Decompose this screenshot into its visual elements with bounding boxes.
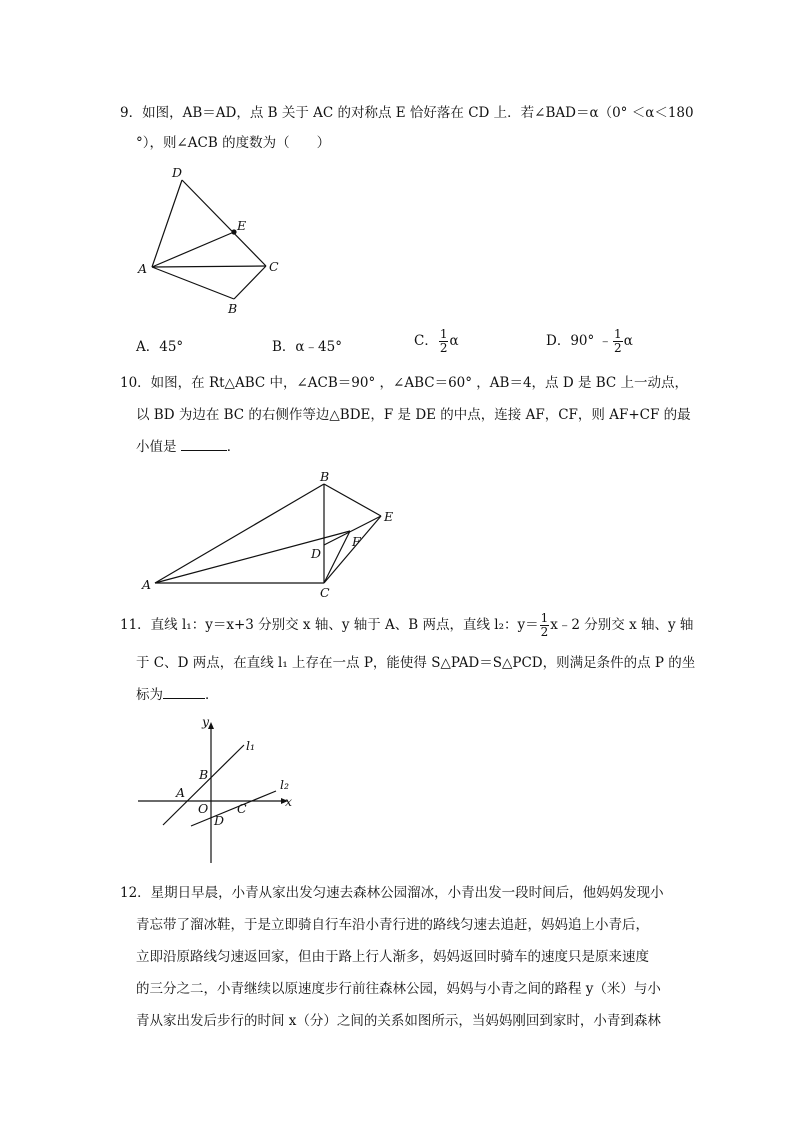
q9-option-c-suffix: α <box>449 333 459 349</box>
q11-label-a: A <box>176 785 186 800</box>
q11-line1-a: 11．直线 l₁：y＝x+3 分别交 x 轴、y 轴于 A、B 两点，直线 l₂：y＝ <box>120 617 539 633</box>
q11-label-b: B <box>199 767 209 782</box>
q11-label-l2: l₂ <box>280 777 290 792</box>
q11-label-y: y <box>202 714 210 729</box>
q10-line3-end: ． <box>226 439 241 455</box>
q9-label-c: C <box>269 259 279 274</box>
q10-label-b: B <box>320 469 330 484</box>
q11-text-line2: 于 C、D 两点，在直线 l₁ 上存在一点 P，能使得 S△PAD＝S△PCD，则满足条件的点 P 的坐 <box>136 655 696 671</box>
q9-option-b[interactable]: B．α﹣45° <box>272 339 342 355</box>
q9-label-e: E <box>237 218 247 233</box>
q9-option-c-fraction: $\frac{1}{2}$ <box>439 327 448 355</box>
q10-label-e: E <box>384 509 394 524</box>
q12-text-line4: 的三分之二，小青继续以原速度步行前往森林公园，妈妈与小青之间的路程 y（米）与小 <box>136 981 661 997</box>
q11-label-d: D <box>214 813 225 828</box>
q12-text-line1: 12．星期日早晨，小青从家出发匀速去森林公园溜冰，小青出发一段时间后，他妈妈发现小 <box>120 885 664 901</box>
q11-fraction: $\frac{1}{2}$ <box>540 611 549 639</box>
q11-label-x: x <box>285 794 293 809</box>
q9-option-d-fraction: $\frac{1}{2}$ <box>614 327 622 355</box>
q10-label-f: F <box>352 534 361 549</box>
q9-label-d: D <box>172 165 183 180</box>
q12-text-line2: 青忘带了溜冰鞋，于是立即骑自行车沿小青行进的路线匀速去追赶，妈妈追上小青后， <box>136 917 649 933</box>
q10-text-line2: 以 BD 为边在 BC 的右侧作等边△BDE，F 是 DE 的中点，连接 AF，CF，则 AF+CF 的最 <box>136 407 691 423</box>
q9-option-c-prefix: C． <box>414 333 438 349</box>
q10-label-a: A <box>142 577 152 592</box>
q9-text-line2: °），则∠ACB 的度数为（ ） <box>136 135 331 151</box>
q11-line3-text: 标为 <box>136 687 163 703</box>
q9-text-line1: 9．如图，AB＝AD，点 B 关于 AC 的对称点 E 恰好落在 CD 上．若∠BAD＝α（0° ＜α＜180 <box>120 105 694 121</box>
q11-line3-end: ． <box>205 687 219 703</box>
q10-line3-text: 小值是 <box>136 439 177 455</box>
q9-label-b: B <box>228 301 238 316</box>
q9-option-a[interactable]: A．45° <box>136 339 184 355</box>
q10-label-d: D <box>311 546 322 561</box>
q10-text-line1: 10．如图，在 Rt△ABC 中，∠ACB＝90° ，∠ABC＝60° ，AB＝4，点 D 是 BC 上一动点， <box>120 375 689 391</box>
q9-label-a: A <box>138 261 148 276</box>
q9-option-d-prefix: D．90° ﹣ <box>546 333 613 349</box>
q9-option-d-suffix: α <box>623 333 633 349</box>
q10-label-c: C <box>320 585 330 600</box>
q12-text-line5: 青从家出发后步行的时间 x（分）之间的关系如图所示，当妈妈刚回到家时，小青到森林 <box>136 1013 661 1029</box>
q11-line1-b: x﹣2 分别交 x 轴、y 轴 <box>550 617 694 633</box>
q11-label-l1: l₁ <box>246 738 256 753</box>
q11-label-o: O <box>198 801 209 816</box>
q11-label-c: C <box>237 801 247 816</box>
q12-text-line3: 立即沿原路线匀速返回家，但由于路上行人渐多，妈妈返回时骑车的速度只是原来速度 <box>136 949 649 965</box>
